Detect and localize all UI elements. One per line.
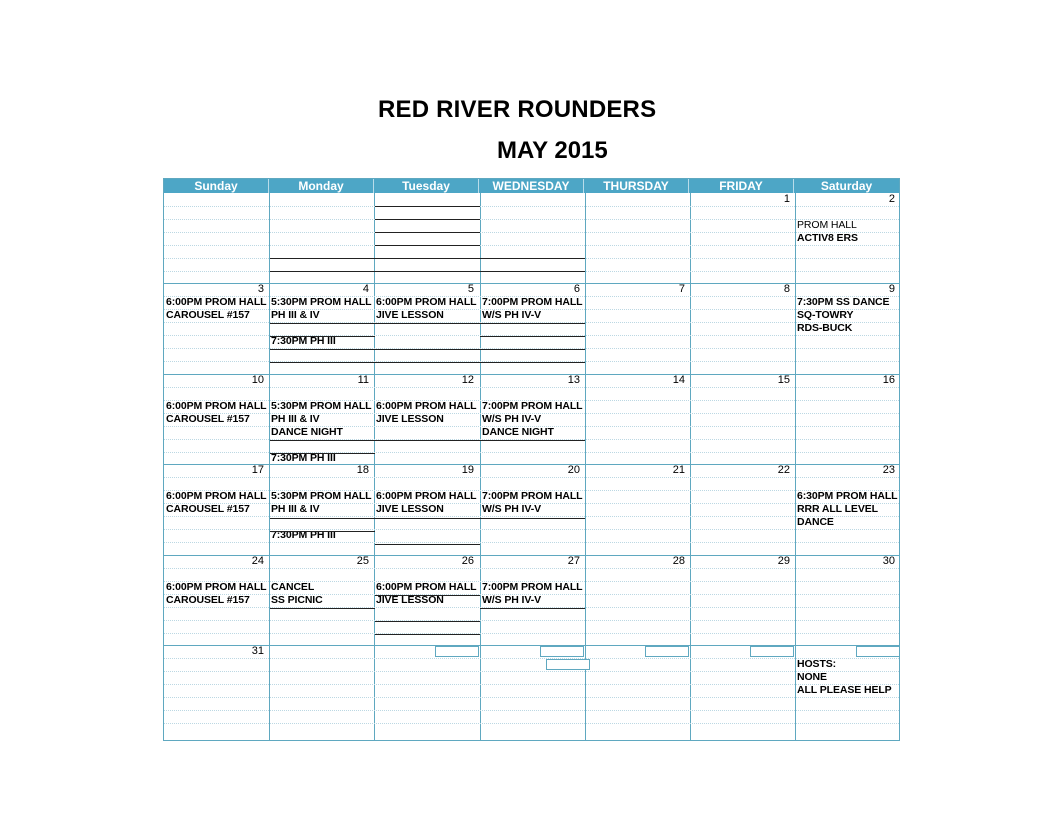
day-number: 24 [251, 555, 264, 567]
calendar-grid [163, 178, 900, 741]
event-entry: PH III & IV [271, 309, 320, 321]
row-line [164, 620, 899, 621]
event-entry: W/S PH IV-V [482, 594, 541, 606]
event-entry: SQ-TOWRY [797, 309, 854, 321]
event-entry: SS PICNIC [271, 594, 323, 606]
underline-rule [480, 608, 585, 609]
underline-rule [270, 440, 375, 441]
weekday-thursday: THURSDAY [584, 179, 689, 193]
day-number: 29 [777, 555, 790, 567]
weekday-sunday: Sunday [164, 179, 269, 193]
underline-rule [480, 440, 585, 441]
event-entry: 5:30PM PROM HALL [271, 490, 372, 502]
event-entry: W/S PH IV-V [482, 413, 541, 425]
row-line [164, 542, 899, 543]
underline-rule [270, 323, 585, 324]
underline-rule [270, 531, 375, 532]
underline-rule [375, 621, 480, 622]
event-entry: 7:00PM PROM HALL [482, 296, 583, 308]
underline-rule [375, 544, 480, 545]
event-entry: 6:00PM PROM HALL [376, 400, 477, 412]
day-number: 3 [257, 283, 264, 295]
day-number: 22 [777, 464, 790, 476]
event-entry: JIVE LESSON [376, 594, 444, 606]
event-entry: 6:00PM PROM HALL [166, 581, 267, 593]
day-number: 2 [888, 193, 895, 205]
empty-note-box [546, 659, 590, 670]
day-number: 31 [251, 645, 264, 657]
event-entry: 7:30PM PH III [271, 335, 336, 347]
event-entry: 7:00PM PROM HALL [482, 581, 583, 593]
row-line [164, 245, 899, 246]
event-entry: JIVE LESSON [376, 309, 444, 321]
event-entry: W/S PH IV-V [482, 309, 541, 321]
day-number: 17 [251, 464, 264, 476]
weekday-friday: FRIDAY [689, 179, 794, 193]
empty-note-box [645, 646, 689, 657]
row-line [164, 671, 899, 672]
event-entry: 7:00PM PROM HALL [482, 400, 583, 412]
row-line [164, 516, 899, 517]
event-entry: 6:00PM PROM HALL [166, 296, 267, 308]
underline-rule [375, 206, 480, 207]
weekday-monday: Monday [269, 179, 374, 193]
underline-rule [375, 232, 480, 233]
row-line [164, 723, 899, 724]
day-number: 4 [362, 283, 369, 295]
empty-note-box [435, 646, 479, 657]
day-number: 23 [882, 464, 895, 476]
underline-rule [270, 518, 585, 519]
day-number: 14 [672, 374, 685, 386]
event-entry: PH III & IV [271, 413, 320, 425]
underline-rule [375, 245, 480, 246]
empty-note-box [540, 646, 584, 657]
event-entry: RRR ALL LEVEL [797, 503, 878, 515]
underline-rule [270, 453, 375, 454]
row-line [164, 684, 899, 685]
event-entry: 7:30PM PH III [271, 529, 336, 541]
day-number: 1 [783, 193, 790, 205]
day-number: 25 [356, 555, 369, 567]
row-line [164, 206, 899, 207]
weekday-tuesday: Tuesday [374, 179, 479, 193]
day-number: 12 [461, 374, 474, 386]
row-line [164, 697, 899, 698]
event-entry: W/S PH IV-V [482, 503, 541, 515]
event-entry: DANCE [797, 516, 834, 528]
row-line [164, 387, 899, 388]
event-entry: 7:00PM PROM HALL [482, 490, 583, 502]
underline-rule [270, 362, 585, 363]
day-number: 16 [882, 374, 895, 386]
day-number: 27 [567, 555, 580, 567]
event-entry: 6:00PM PROM HALL [166, 490, 267, 502]
event-entry: 7:30PM SS DANCE [797, 296, 890, 308]
day-number: 8 [783, 283, 790, 295]
event-entry: PH III & IV [271, 503, 320, 515]
event-entry: DANCE NIGHT [482, 426, 554, 438]
row-line [164, 633, 899, 634]
underline-rule [375, 219, 480, 220]
day-number: 13 [567, 374, 580, 386]
event-entry: CAROUSEL #157 [166, 503, 250, 515]
event-entry: 6:00PM PROM HALL [376, 296, 477, 308]
calendar-month: MAY 2015 [497, 137, 608, 164]
underline-rule [375, 440, 480, 441]
event-entry: NONE [797, 671, 827, 683]
event-entry: 5:30PM PROM HALL [271, 296, 372, 308]
event-entry: 6:00PM PROM HALL [376, 490, 477, 502]
underline-rule [375, 634, 480, 635]
event-entry: 7:30PM PH III [271, 452, 336, 464]
underline-rule [480, 336, 585, 337]
event-entry: CAROUSEL #157 [166, 413, 250, 425]
event-entry: RDS-BUCK [797, 322, 853, 334]
row-line [164, 658, 899, 659]
underline-rule [270, 349, 585, 350]
underline-rule [270, 336, 375, 337]
day-number: 9 [888, 283, 895, 295]
row-line [164, 710, 899, 711]
day-number: 10 [251, 374, 264, 386]
row-line [164, 232, 899, 233]
day-number: 21 [672, 464, 685, 476]
event-entry: ALL PLEASE HELP [797, 684, 892, 696]
day-number: 26 [461, 555, 474, 567]
calendar-title: RED RIVER ROUNDERS [378, 96, 657, 123]
event-entry: 6:30PM PROM HALL [797, 490, 898, 502]
event-entry: CAROUSEL #157 [166, 594, 250, 606]
event-entry: 6:00PM PROM HALL [376, 581, 477, 593]
day-number: 20 [567, 464, 580, 476]
day-number: 7 [678, 283, 685, 295]
weekday-header [164, 179, 899, 193]
day-number: 6 [573, 283, 580, 295]
event-entry: 5:30PM PROM HALL [271, 400, 372, 412]
empty-note-box [856, 646, 900, 657]
underline-rule [270, 608, 375, 609]
day-number: 18 [356, 464, 369, 476]
day-number: 19 [461, 464, 474, 476]
day-number: 15 [777, 374, 790, 386]
weekday-saturday: Saturday [820, 179, 873, 193]
underline-rule [270, 258, 585, 259]
event-entry: PROM HALL [797, 219, 857, 231]
row-line [164, 219, 899, 220]
event-entry: JIVE LESSON [376, 503, 444, 515]
day-number: 11 [357, 374, 369, 386]
event-entry: CAROUSEL #157 [166, 309, 250, 321]
row-line [164, 568, 899, 569]
underline-rule [375, 595, 480, 596]
day-number: 28 [672, 555, 685, 567]
row-line [164, 477, 899, 478]
event-entry: HOSTS: [797, 658, 837, 670]
empty-note-box [750, 646, 794, 657]
event-entry: JIVE LESSON [376, 413, 444, 425]
day-number: 30 [882, 555, 895, 567]
event-entry: ACTIV8 ERS [797, 232, 858, 244]
weekday-wednesday: WEDNESDAY [479, 179, 584, 193]
event-entry: 6:00PM PROM HALL [166, 400, 267, 412]
day-number: 5 [467, 283, 474, 295]
underline-rule [270, 271, 585, 272]
event-entry: DANCE NIGHT [271, 426, 343, 438]
event-entry: CANCEL [271, 581, 315, 593]
